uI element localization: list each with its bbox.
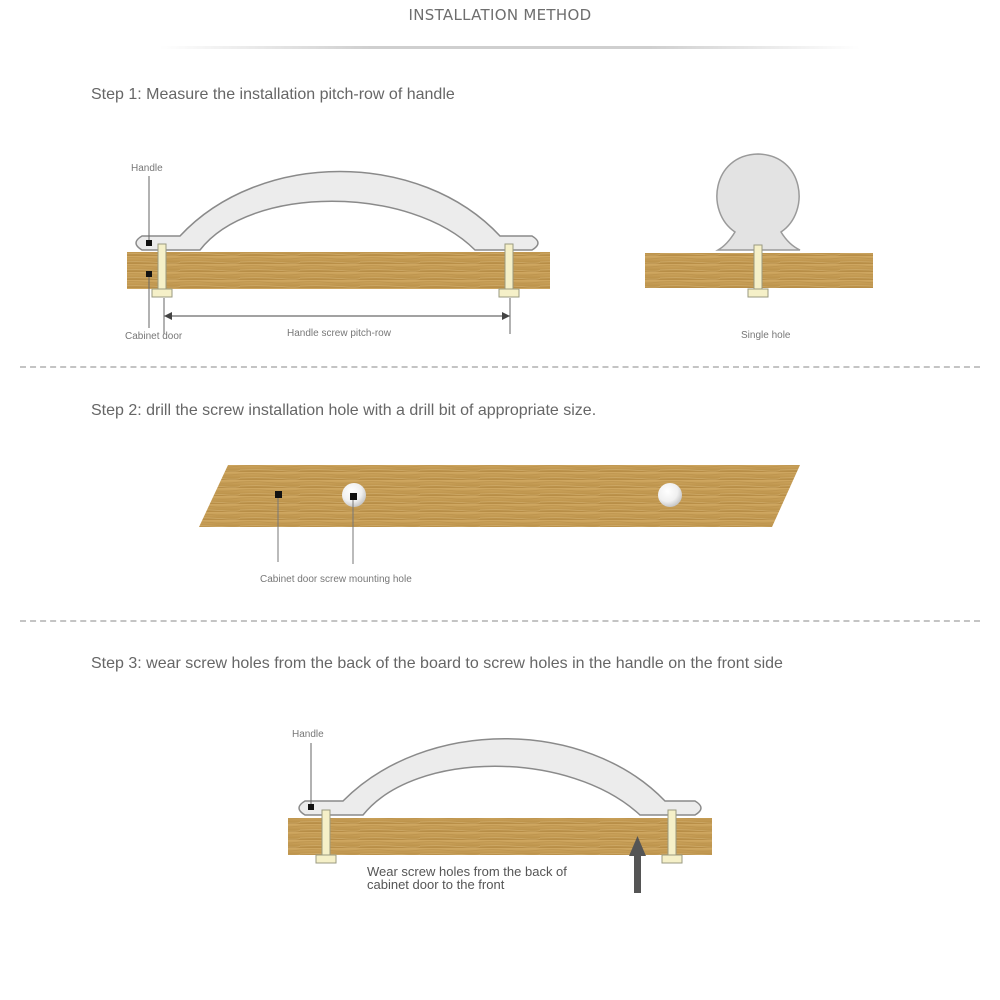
page-title: INSTALLATION METHOD xyxy=(408,6,592,24)
label-handle-step3: Handle xyxy=(292,729,324,740)
step-2-drilled-board xyxy=(199,465,800,564)
step-2-text: Step 2: drill the screw installation hole with a drill bit of appropriate size. xyxy=(91,402,597,419)
pitch-arrow-left xyxy=(164,312,172,320)
assembly-handle-marker xyxy=(308,804,314,810)
assembly-handle xyxy=(299,739,701,815)
screw-left-head xyxy=(152,289,172,297)
assembly-screw-right xyxy=(668,810,676,855)
pitch-arrow-right xyxy=(502,312,510,320)
label-mounting-hole: Cabinet door screw mounting hole xyxy=(260,574,412,585)
arch-handle xyxy=(136,172,538,251)
knob-screw-head xyxy=(748,289,768,297)
knob-screw xyxy=(754,245,762,289)
step-3-text: Step 3: wear screw holes from the back of the board to screw holes in the handle on the front side xyxy=(91,655,783,672)
step-1-knob-diagram xyxy=(645,154,873,297)
hole-marker xyxy=(350,493,357,500)
assembly-board xyxy=(288,818,712,855)
assembly-screw-right-head xyxy=(662,855,682,863)
screw-right-head xyxy=(499,289,519,297)
step-1-handle-diagram xyxy=(127,172,550,335)
door-leader-marker xyxy=(146,271,152,277)
door-marker xyxy=(275,491,282,498)
label-cabinet-door: Cabinet door xyxy=(125,331,183,342)
label-pitch-row: Handle screw pitch-row xyxy=(287,328,391,339)
label-single-hole: Single hole xyxy=(741,330,791,341)
label-handle: Handle xyxy=(131,163,163,174)
knob-shape xyxy=(717,154,800,250)
cabinet-door-board xyxy=(127,252,550,289)
drill-hole-right xyxy=(658,483,682,507)
label-wear-line-2: cabinet door to the front xyxy=(367,877,505,892)
screw-right xyxy=(505,244,513,289)
angled-board xyxy=(199,465,800,527)
step-1-text: Step 1: Measure the installation pitch-row of handle xyxy=(91,86,455,103)
label-wear-line-1: Wear screw holes from the back of xyxy=(367,864,567,879)
assembly-screw-left-head xyxy=(316,855,336,863)
up-arrow-shaft xyxy=(634,853,641,893)
handle-leader-marker xyxy=(146,240,152,246)
assembly-screw-left xyxy=(322,810,330,855)
screw-left xyxy=(158,244,166,289)
